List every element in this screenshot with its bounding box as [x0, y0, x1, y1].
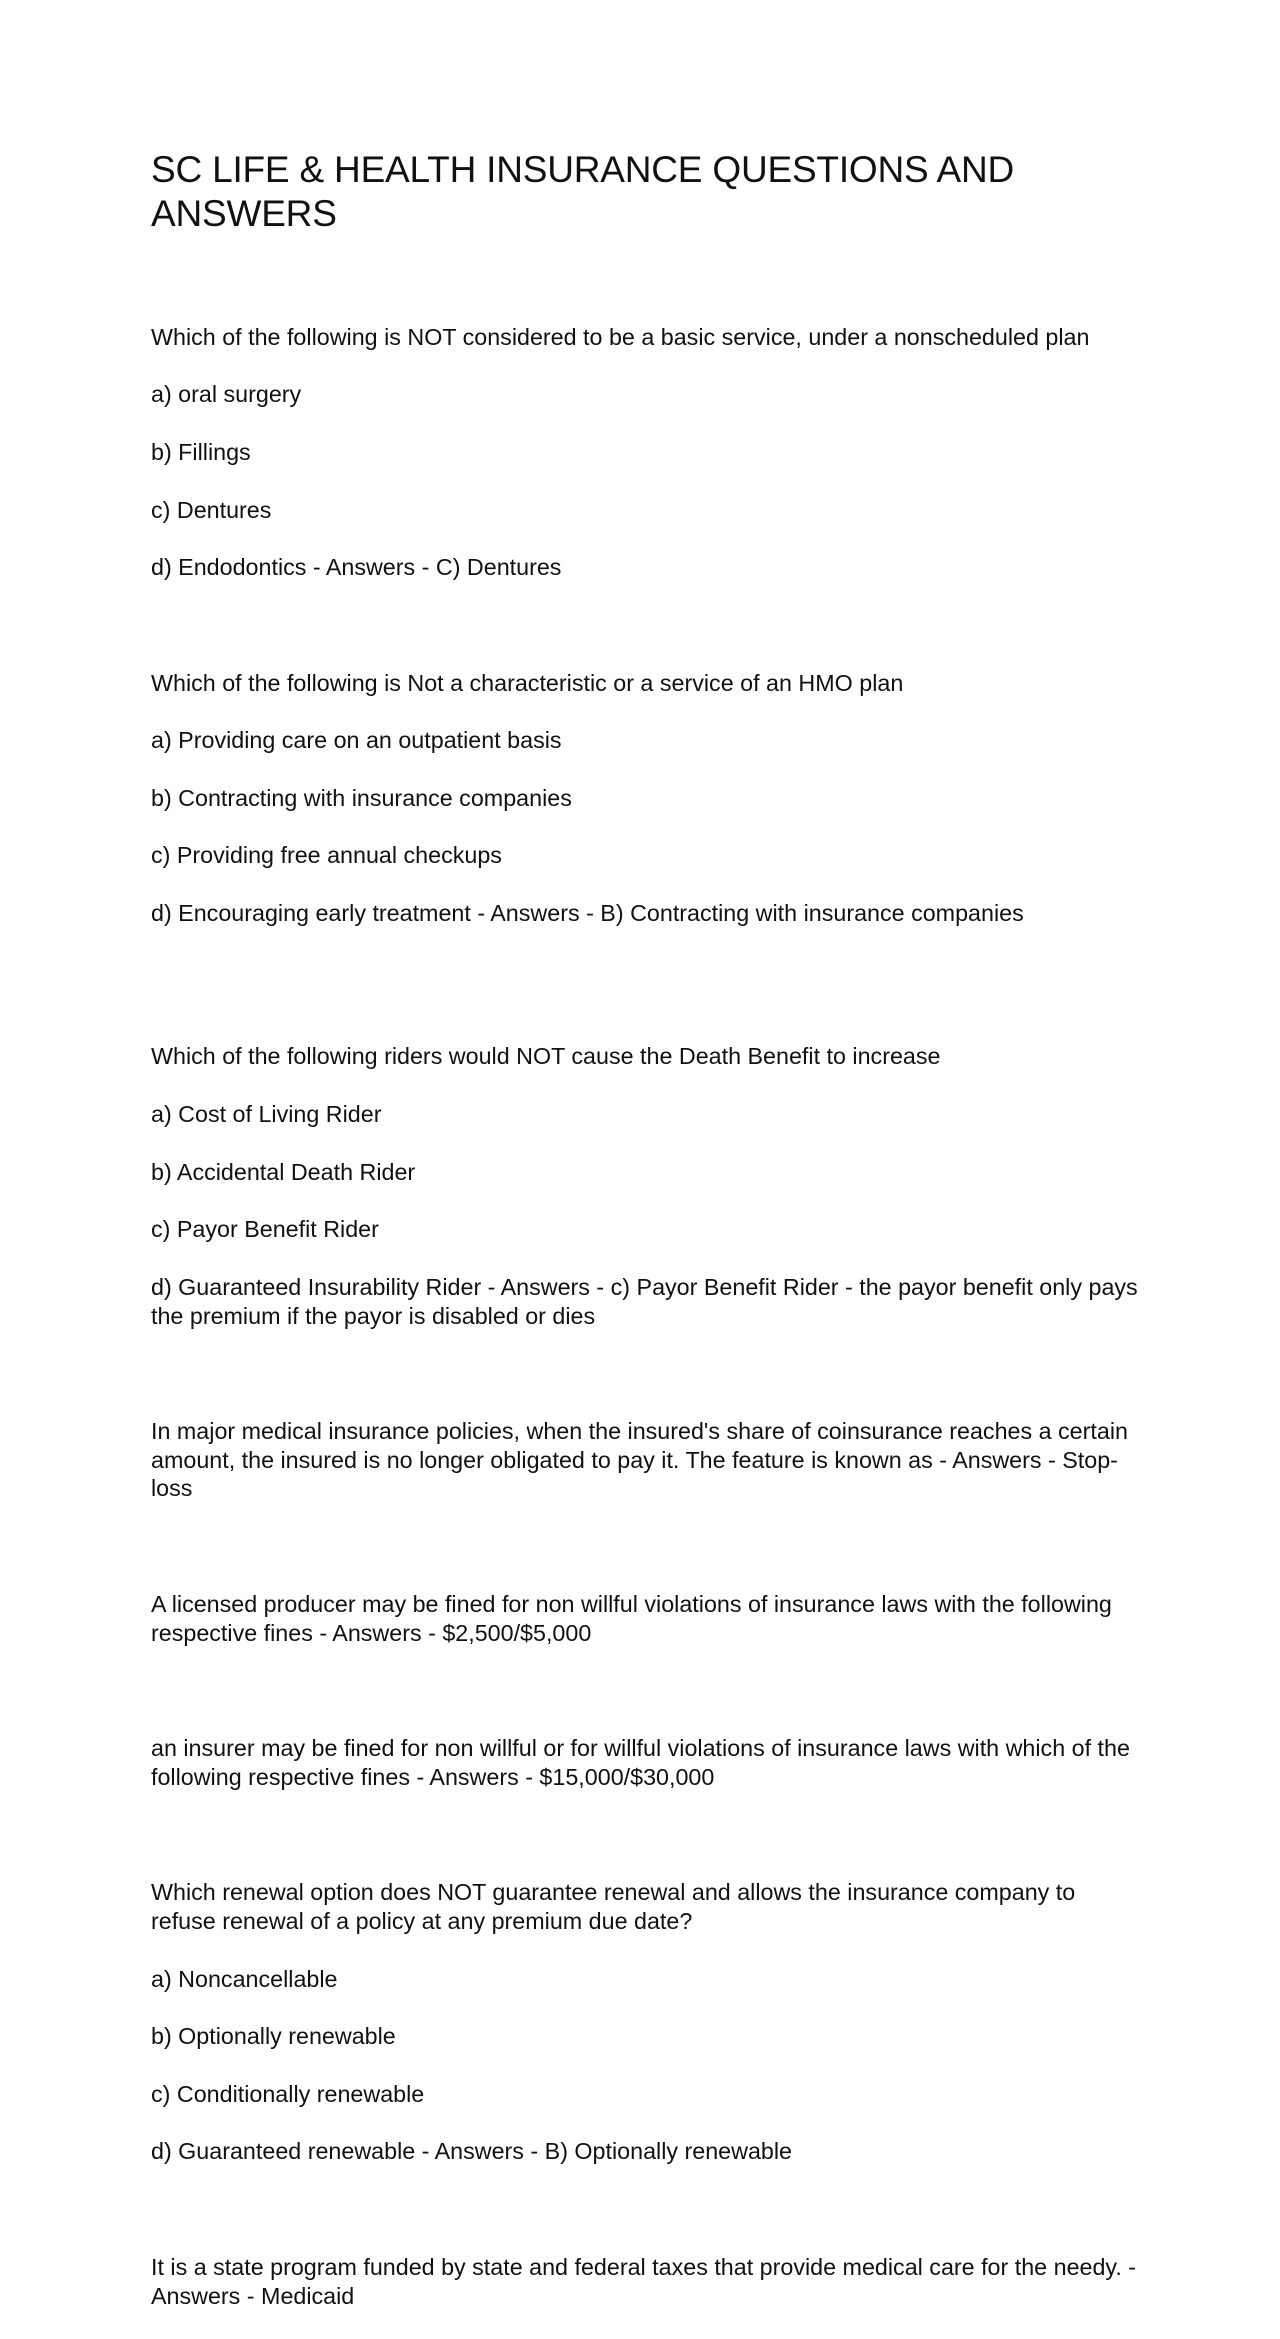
option-c: c) Dentures — [151, 496, 272, 523]
option-d-answer: d) Guaranteed Insurability Rider - Answers - c) Payor Benefit Rider - the payor benefit only pays the premium if the payor is disabled or dies — [151, 1273, 1138, 1329]
question-text: Which of the following is NOT considered to be a basic service, under a nonscheduled plan — [151, 323, 1090, 350]
question-5 — [151, 1561, 1141, 1676]
option-c: c) Providing free annual checkups — [151, 842, 502, 869]
option-b: b) Fillings — [151, 438, 251, 465]
option-b: b) Accidental Death Rider — [151, 1158, 416, 1185]
question-answer-text: In major medical insurance policies, when the insured's share of coinsurance reaches a certain amount, the insured is no longer obligated to pay it. The feature is known as - Answers - Stop-loss — [151, 1417, 1128, 1502]
question-text: Which of the following riders would NOT cause the Death Benefit to increase — [151, 1043, 941, 1070]
question-3 — [151, 1014, 1141, 1360]
question-text: Which of the following is Not a characteristic or a service of an HMO plan — [151, 669, 904, 696]
option-a: a) Noncancellable — [151, 1965, 338, 1992]
option-d-answer: d) Endodontics - Answers - C) Dentures — [151, 554, 562, 581]
option-a: a) Providing care on an outpatient basis — [151, 727, 562, 754]
option-b: b) Optionally renewable — [151, 2023, 396, 2050]
question-answer-text: A licensed producer may be fined for non willful violations of insurance laws with the following respective fines - Answers - $2,500/$5,000 — [151, 1590, 1112, 1646]
question-8 — [151, 2224, 1141, 2339]
option-a: a) oral surgery — [151, 381, 302, 408]
option-a: a) Cost of Living Rider — [151, 1100, 382, 1127]
option-c: c) Conditionally renewable — [151, 2080, 425, 2107]
question-7 — [151, 1849, 1141, 2195]
question-4 — [151, 1388, 1141, 1532]
question-2 — [151, 640, 1141, 957]
question-answer-text: It is a state program funded by state and federal taxes that provide medical care for the needy. - Answers - Medicaid — [151, 2253, 1137, 2309]
option-d-answer: d) Encouraging early treatment - Answers - B) Contracting with insurance companies — [151, 899, 1024, 926]
option-c: c) Payor Benefit Rider — [151, 1216, 379, 1243]
option-d-answer: d) Guaranteed renewable - Answers - B) Optionally renewable — [151, 2138, 792, 2165]
question-1 — [151, 294, 1141, 611]
question-text: Which renewal option does NOT guarantee renewal and allows the insurance company to refuse renewal of a policy at any premium due date? — [151, 1879, 1076, 1935]
option-b: b) Contracting with insurance companies — [151, 784, 572, 811]
document-content — [151, 148, 1141, 2339]
question-6 — [151, 1705, 1141, 1820]
question-list — [151, 294, 1141, 2339]
document-title: SC LIFE & HEALTH INSURANCE QUESTIONS AND ANSWERS — [151, 149, 1015, 234]
question-answer-text: an insurer may be fined for non willful or for willful violations of insurance laws with which of the following respective fines - Answers - $15,000/$30,000 — [151, 1735, 1130, 1790]
